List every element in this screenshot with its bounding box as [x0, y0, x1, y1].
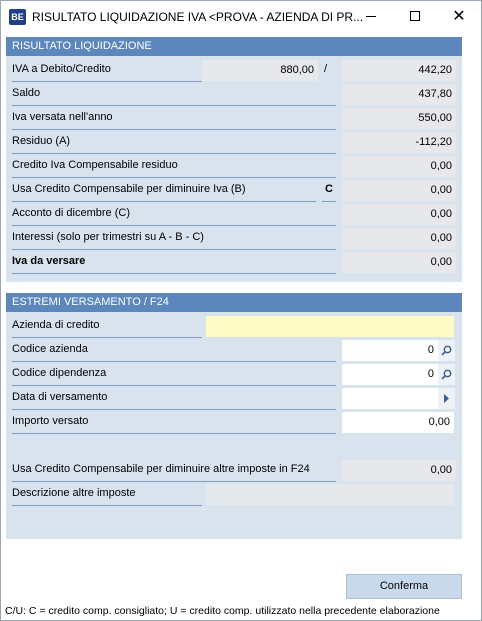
risultato-liquidazione-panel	[6, 37, 462, 282]
search-icon	[441, 345, 452, 356]
field-label: Codice dipendenza	[12, 367, 336, 386]
row-interessi	[6, 226, 462, 250]
row-iva-debito-credito	[6, 58, 462, 82]
field-label: Saldo	[12, 87, 336, 106]
row-usa-credito-altre	[6, 458, 462, 482]
field-label: Importo versato	[12, 415, 336, 434]
field-label: Descrizione altre imposte	[12, 487, 202, 506]
row-iva-da-versare	[6, 250, 462, 274]
row-codice-azienda	[6, 338, 462, 362]
residuo-value: -112,20	[342, 132, 456, 153]
iva-debito-value: 880,00	[202, 60, 318, 81]
row-credito-residuo	[6, 154, 462, 178]
importo-versato-input[interactable]: 0,00	[342, 412, 454, 433]
row-acconto	[6, 202, 462, 226]
field-label: Usa Credito Compensabile per diminuire altre imposte in F24	[12, 463, 336, 482]
chevron-right-icon	[443, 394, 450, 403]
row-descrizione-altre	[6, 482, 462, 506]
field-label: Interessi (solo per trimestri su A - B - C)	[12, 231, 336, 250]
row-azienda-credito	[6, 314, 462, 338]
footer-note: C/U: C = credito comp. consigliato; U = credito comp. utilizzato nella precedente elaborazione	[5, 605, 440, 617]
estremi-versamento-panel	[6, 293, 462, 539]
azienda-credito-input[interactable]	[206, 316, 454, 337]
row-residuo	[6, 130, 462, 154]
app-logo-icon: BE	[9, 9, 26, 25]
credito-residuo-value: 0,00	[342, 156, 456, 177]
row-importo-versato	[6, 410, 462, 434]
minimize-button[interactable]	[349, 1, 393, 31]
row-saldo	[6, 82, 462, 106]
field-label: Usa Credito Compensabile per diminuire Iva (B)	[12, 183, 316, 202]
iva-versata-value: 550,00	[342, 108, 456, 129]
codice-azienda-input[interactable]: 0	[342, 340, 438, 361]
field-label: Acconto di dicembre (C)	[12, 207, 336, 226]
field-label: Codice azienda	[12, 343, 336, 362]
field-label: Credito Iva Compensabile residuo	[12, 159, 336, 178]
codice-dipendenza-input[interactable]: 0	[342, 364, 438, 385]
field-label: Azienda di credito	[12, 319, 202, 338]
close-button[interactable]	[437, 1, 481, 31]
field-label: IVA a Debito/Credito	[12, 63, 202, 82]
saldo-value: 437,80	[342, 84, 456, 105]
row-codice-dipendenza	[6, 362, 462, 386]
iva-da-versare-value: 0,00	[342, 252, 456, 273]
close-icon: ✕	[452, 6, 466, 25]
data-versamento-input[interactable]	[342, 388, 438, 409]
search-icon	[441, 369, 452, 380]
acconto-value: 0,00	[342, 204, 456, 225]
usa-credito-value[interactable]: 0,00	[342, 180, 456, 201]
iva-credito-value: 442,20	[342, 60, 456, 81]
field-label: Residuo (A)	[12, 135, 336, 154]
field-label: Data di versamento	[12, 391, 336, 410]
minimize-icon	[366, 16, 376, 17]
confirm-button[interactable]: Conferma	[346, 574, 462, 599]
section-header: RISULTATO LIQUIDAZIONE	[6, 37, 462, 56]
codice-dipendenza-search-button[interactable]	[438, 364, 455, 385]
field-label: Iva versata nell'anno	[12, 111, 336, 130]
codice-azienda-search-button[interactable]	[438, 340, 455, 361]
row-data-versamento	[6, 386, 462, 410]
row-usa-credito	[6, 178, 462, 202]
window-title: RISULTATO LIQUIDAZIONE IVA <PROVA - AZIENDA DI PR...	[32, 10, 364, 24]
section-header: ESTREMI VERSAMENTO / F24	[6, 293, 462, 312]
credito-flag[interactable]: C	[322, 183, 336, 202]
descrizione-altre-value	[206, 484, 454, 505]
usa-credito-altre-value: 0,00	[342, 460, 456, 481]
interessi-value: 0,00	[342, 228, 456, 249]
row-iva-versata	[6, 106, 462, 130]
field-label: Iva da versare	[12, 255, 336, 274]
maximize-button[interactable]	[393, 1, 437, 31]
separator: /	[324, 63, 328, 75]
data-versamento-picker-button[interactable]	[438, 388, 455, 409]
maximize-icon	[410, 11, 420, 21]
title-bar[interactable]	[1, 1, 481, 33]
